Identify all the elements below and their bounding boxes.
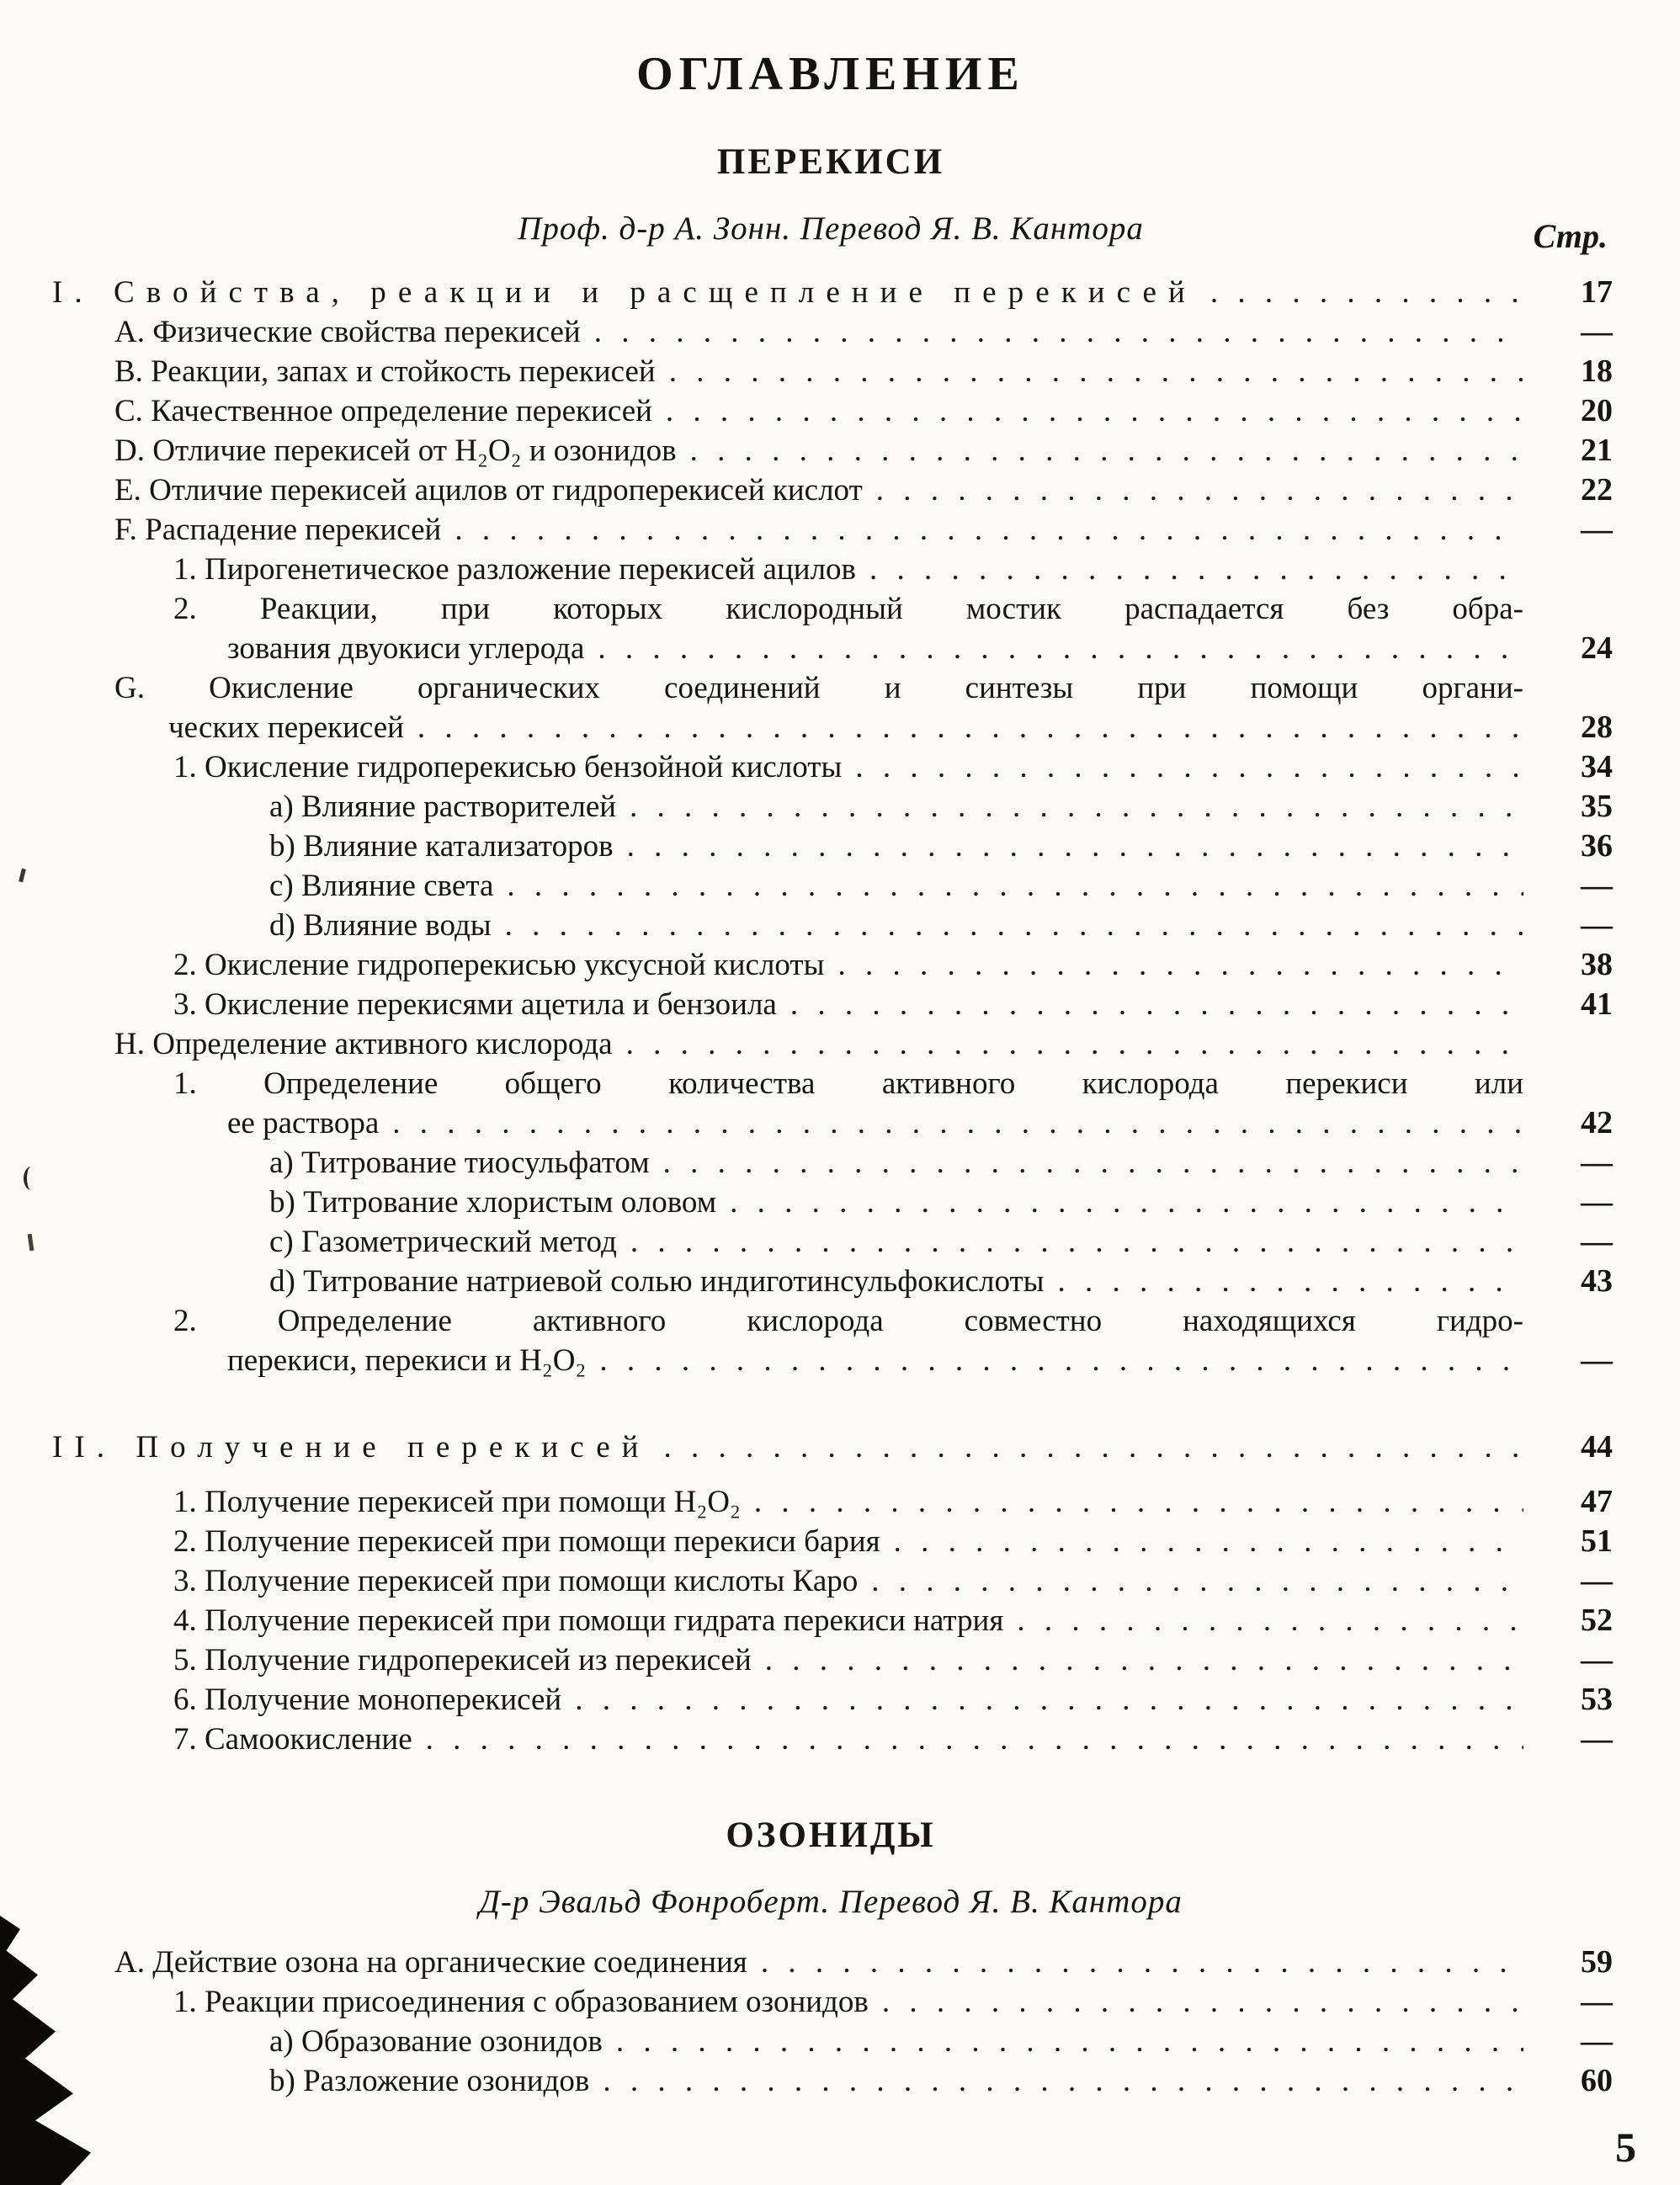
toc-entry-text: F. Распадение перекисей: [114, 513, 442, 547]
toc-entry-text: E. Отличие перекисей ацилов от гидроперекисей кислот: [114, 473, 863, 508]
toc-list: [49, 273, 1613, 1759]
toc-entry-text: 4. Получение перекисей при помощи гидрата перекиси натрия: [173, 1603, 1004, 1638]
dot-leader: [876, 470, 1523, 510]
toc-entry-text: 3. Получение перекисей при помощи кислоты Каро: [173, 1564, 859, 1598]
dot-leader: [663, 1143, 1523, 1183]
toc-page-number: 38: [1581, 947, 1613, 982]
toc-entry-text: перекиси, перекиси и H₂O₂: [227, 1343, 587, 1378]
toc-page-number: —: [1581, 512, 1613, 547]
dot-leader: [505, 906, 1523, 945]
toc-entry: [49, 747, 1613, 787]
toc-page-number: 17: [1581, 274, 1613, 310]
section-byline: Проф. д-р А. Зонн. Перевод Я. В. Кантора: [518, 210, 1144, 247]
toc-page-number: —: [1581, 1145, 1613, 1180]
toc-entry: [49, 1183, 1613, 1222]
toc-entry: [49, 1982, 1613, 2022]
toc-entry-text: a) Влияние растворителей: [269, 789, 617, 824]
toc-entry-text: 2. Окисление гидроперекисью уксусной кислоты: [173, 948, 825, 982]
toc-entry-text: 1. Пирогенетическое разложение перекисей ацилов: [173, 552, 857, 587]
toc-entry: [49, 985, 1613, 1024]
toc-entry: [49, 866, 1613, 906]
toc-entry: [49, 1262, 1613, 1301]
toc-entry-text: 2. Реакции, при которых кислородный мостик распадается без обра-: [173, 592, 1523, 626]
toc-entry-text: d) Влияние воды: [269, 908, 492, 943]
dot-leader: [869, 550, 1523, 589]
section-perekisi: [49, 141, 1613, 1759]
toc-entry-text: D. Отличие перекисей от H₂O₂ и озонидов: [114, 433, 677, 468]
toc-entry-text: d) Титрование натриевой солью индиготинсульфокислоты: [269, 1264, 1045, 1299]
toc-entry: [49, 1427, 1613, 1467]
toc-page-number: 22: [1581, 472, 1613, 508]
toc-page-number: —: [1581, 1342, 1613, 1378]
toc-page-number: —: [1581, 1642, 1613, 1677]
toc-entry: [49, 708, 1613, 747]
toc-entry: [49, 1482, 1613, 1522]
dot-leader: [417, 708, 1523, 747]
toc-page-number: —: [1581, 1224, 1613, 1259]
toc-entry: [49, 1341, 1613, 1380]
toc-entry: [49, 1024, 1613, 1064]
toc-entry: [49, 668, 1613, 708]
section-ozonidy: [49, 1815, 1613, 2101]
toc-page-number: 42: [1581, 1105, 1613, 1140]
toc-page-number: —: [1581, 1184, 1613, 1220]
dot-leader: [455, 510, 1523, 550]
toc-page-number: 21: [1581, 433, 1613, 468]
dot-leader: [690, 431, 1523, 470]
toc-entry-text: 1. Реакции присоединения с образованием озонидов: [173, 1985, 869, 2019]
toc-page-number: —: [1581, 2023, 1613, 2059]
toc-page-number: 44: [1581, 1429, 1613, 1465]
toc-entry: [49, 1222, 1613, 1262]
toc-page-number: —: [1581, 868, 1613, 903]
toc-page-number: 47: [1581, 1484, 1613, 1519]
toc-entry: [49, 945, 1613, 985]
toc-entry: [49, 2022, 1613, 2061]
dot-leader: [871, 1561, 1523, 1601]
toc-page-number: 52: [1581, 1603, 1613, 1638]
dot-leader: [1057, 1262, 1523, 1301]
toc-entry-text: A. Действие озона на органические соединения: [114, 1945, 747, 1980]
toc-entry-text: 7. Самоокисление: [173, 1722, 412, 1757]
toc-entry-text: ческих перекисей: [168, 710, 404, 745]
toc-page-number: 35: [1581, 789, 1613, 824]
toc-entry: [49, 352, 1613, 391]
toc-entry: [49, 2061, 1613, 2101]
byline-row: [49, 1883, 1613, 1921]
dot-leader: [507, 866, 1523, 906]
dot-leader: [669, 352, 1523, 391]
page-title: ОГЛАВЛЕНИЕ: [636, 48, 1025, 100]
toc-entry-text: G. Окисление органических соединений и синтезы при помощи органи-: [114, 671, 1523, 705]
dot-leader: [1017, 1601, 1523, 1640]
toc-page-number: —: [1581, 907, 1613, 943]
toc-page-number: 34: [1581, 749, 1613, 784]
dot-leader: [616, 2022, 1523, 2061]
dot-leader: [754, 1482, 1523, 1522]
dot-leader: [598, 629, 1523, 668]
dot-leader: [392, 1103, 1523, 1143]
toc-entry: [49, 312, 1613, 352]
toc-page-number: —: [1581, 1721, 1613, 1757]
toc-entry: [49, 1103, 1613, 1143]
dot-leader: [664, 1427, 1523, 1467]
dot-leader: [882, 1982, 1523, 2022]
toc-page-number: —: [1581, 1563, 1613, 1598]
toc-entry-text: 2. Определение активного кислорода совместно находящихся гидро-: [173, 1304, 1523, 1338]
toc-entry-text: 3. Окисление перекисями ацетила и бензоила: [173, 987, 777, 1022]
toc-entry-text: C. Качественное определение перекисей: [114, 394, 652, 428]
toc-entry-text: c) Газометрический метод: [269, 1225, 617, 1259]
dot-leader: [894, 1522, 1523, 1561]
toc-page-number: 43: [1581, 1263, 1613, 1299]
toc-entry-text: 2. Получение перекисей при помощи перекиси бария: [173, 1524, 880, 1559]
toc-entry: [49, 1301, 1613, 1341]
toc-entry-text: ее раствора: [227, 1106, 380, 1140]
dot-leader: [666, 391, 1523, 431]
toc-entry: [49, 1943, 1613, 1982]
toc-entry-text: a) Титрование тиосульфатом: [269, 1146, 650, 1180]
toc-entry-text: 5. Получение гидроперекисей из перекисей: [173, 1643, 752, 1677]
toc-page-number: 51: [1581, 1523, 1613, 1559]
toc-entry-text: b) Разложение озонидов: [269, 2064, 590, 2098]
dot-leader: [855, 747, 1523, 787]
dot-leader: [627, 827, 1523, 866]
dot-leader: [426, 1720, 1523, 1759]
dot-leader: [630, 1222, 1523, 1262]
dot-leader: [730, 1183, 1523, 1222]
toc-page-number: 24: [1581, 630, 1613, 666]
toc-page-number: 20: [1581, 393, 1613, 428]
toc-entry: [49, 550, 1613, 589]
toc-entry: [49, 787, 1613, 827]
toc-entry-text: H. Определение активного кислорода: [114, 1027, 613, 1061]
dot-leader: [594, 312, 1523, 352]
toc-page-number: 28: [1581, 710, 1613, 745]
dot-leader: [630, 787, 1523, 827]
dot-leader: [599, 1341, 1523, 1380]
toc-entry: [49, 1522, 1613, 1561]
toc-entry: [49, 1064, 1613, 1103]
toc-entry: [49, 589, 1613, 629]
section-heading-perekisi: ПЕРЕКИСИ: [716, 142, 945, 182]
toc-entry: [49, 391, 1613, 431]
dot-leader: [761, 1943, 1523, 1982]
toc-page-number: —: [1581, 1984, 1613, 2019]
toc-entry-text: I. Свойства, реакции и расщепление перекисей: [52, 275, 1197, 310]
folio-page-number: 5: [1615, 2124, 1636, 2171]
section-byline: Д-р Эвальд Фонроберт. Перевод Я. В. Кантора: [479, 1884, 1183, 1920]
toc-entry: [49, 629, 1613, 668]
toc-entry: [49, 1143, 1613, 1183]
dot-leader: [837, 945, 1523, 985]
toc-list: [49, 1943, 1613, 2101]
toc-entry-text: II. Получение перекисей: [52, 1430, 651, 1465]
dot-leader: [790, 985, 1523, 1024]
toc-entry-text: 6. Получение моноперекисей: [173, 1683, 562, 1717]
toc-entry-text: B. Реакции, запах и стойкость перекисей: [114, 354, 656, 389]
toc-entry-text: a) Образование озонидов: [269, 2024, 603, 2059]
toc-page-number: 60: [1581, 2063, 1613, 2098]
toc-entry-text: 1. Окисление гидроперекисью бензойной кислоты: [173, 750, 843, 784]
toc-page-number: 18: [1581, 354, 1613, 389]
toc-entry: [49, 906, 1613, 945]
toc-page-number: 53: [1581, 1682, 1613, 1717]
toc-page-number: 41: [1581, 986, 1613, 1022]
toc-entry-text: 1. Получение перекисей при помощи H₂O₂: [173, 1485, 741, 1519]
toc-entry-text: b) Влияние катализаторов: [269, 829, 614, 864]
toc-entry-text: A. Физические свойства перекисей: [114, 315, 581, 349]
page-column-label: Стр.: [1533, 217, 1608, 255]
dot-leader: [626, 1024, 1523, 1064]
scan-artifact-speck: [24, 1167, 39, 1190]
toc-entry: [49, 273, 1613, 312]
toc-entry-text: зования двуокиси углерода: [227, 631, 585, 666]
toc-entry: [49, 827, 1613, 866]
toc-entry: [49, 1640, 1613, 1680]
toc-page-number: 59: [1581, 1944, 1613, 1980]
byline-row: [49, 210, 1613, 255]
toc-page-number: 36: [1581, 828, 1613, 864]
dot-leader: [765, 1640, 1523, 1680]
toc-entry: [49, 1720, 1613, 1759]
toc-entry-text: 1. Определение общего количества активного кислорода перекиси или: [173, 1066, 1523, 1101]
dot-leader: [575, 1680, 1523, 1720]
toc-entry-text: c) Влияние света: [269, 869, 494, 903]
toc-page-number: —: [1581, 314, 1613, 349]
toc-entry-text: b) Титрование хлористым оловом: [269, 1185, 717, 1220]
toc-entry: [49, 1680, 1613, 1720]
toc-entry: [49, 1561, 1613, 1601]
toc-entry: [49, 470, 1613, 510]
dot-leader: [1210, 273, 1523, 312]
dot-leader: [603, 2061, 1523, 2101]
toc-entry: [49, 510, 1613, 550]
section-heading-ozonidy: ОЗОНИДЫ: [726, 1816, 936, 1855]
toc-entry: [49, 431, 1613, 470]
toc-entry: [49, 1601, 1613, 1640]
